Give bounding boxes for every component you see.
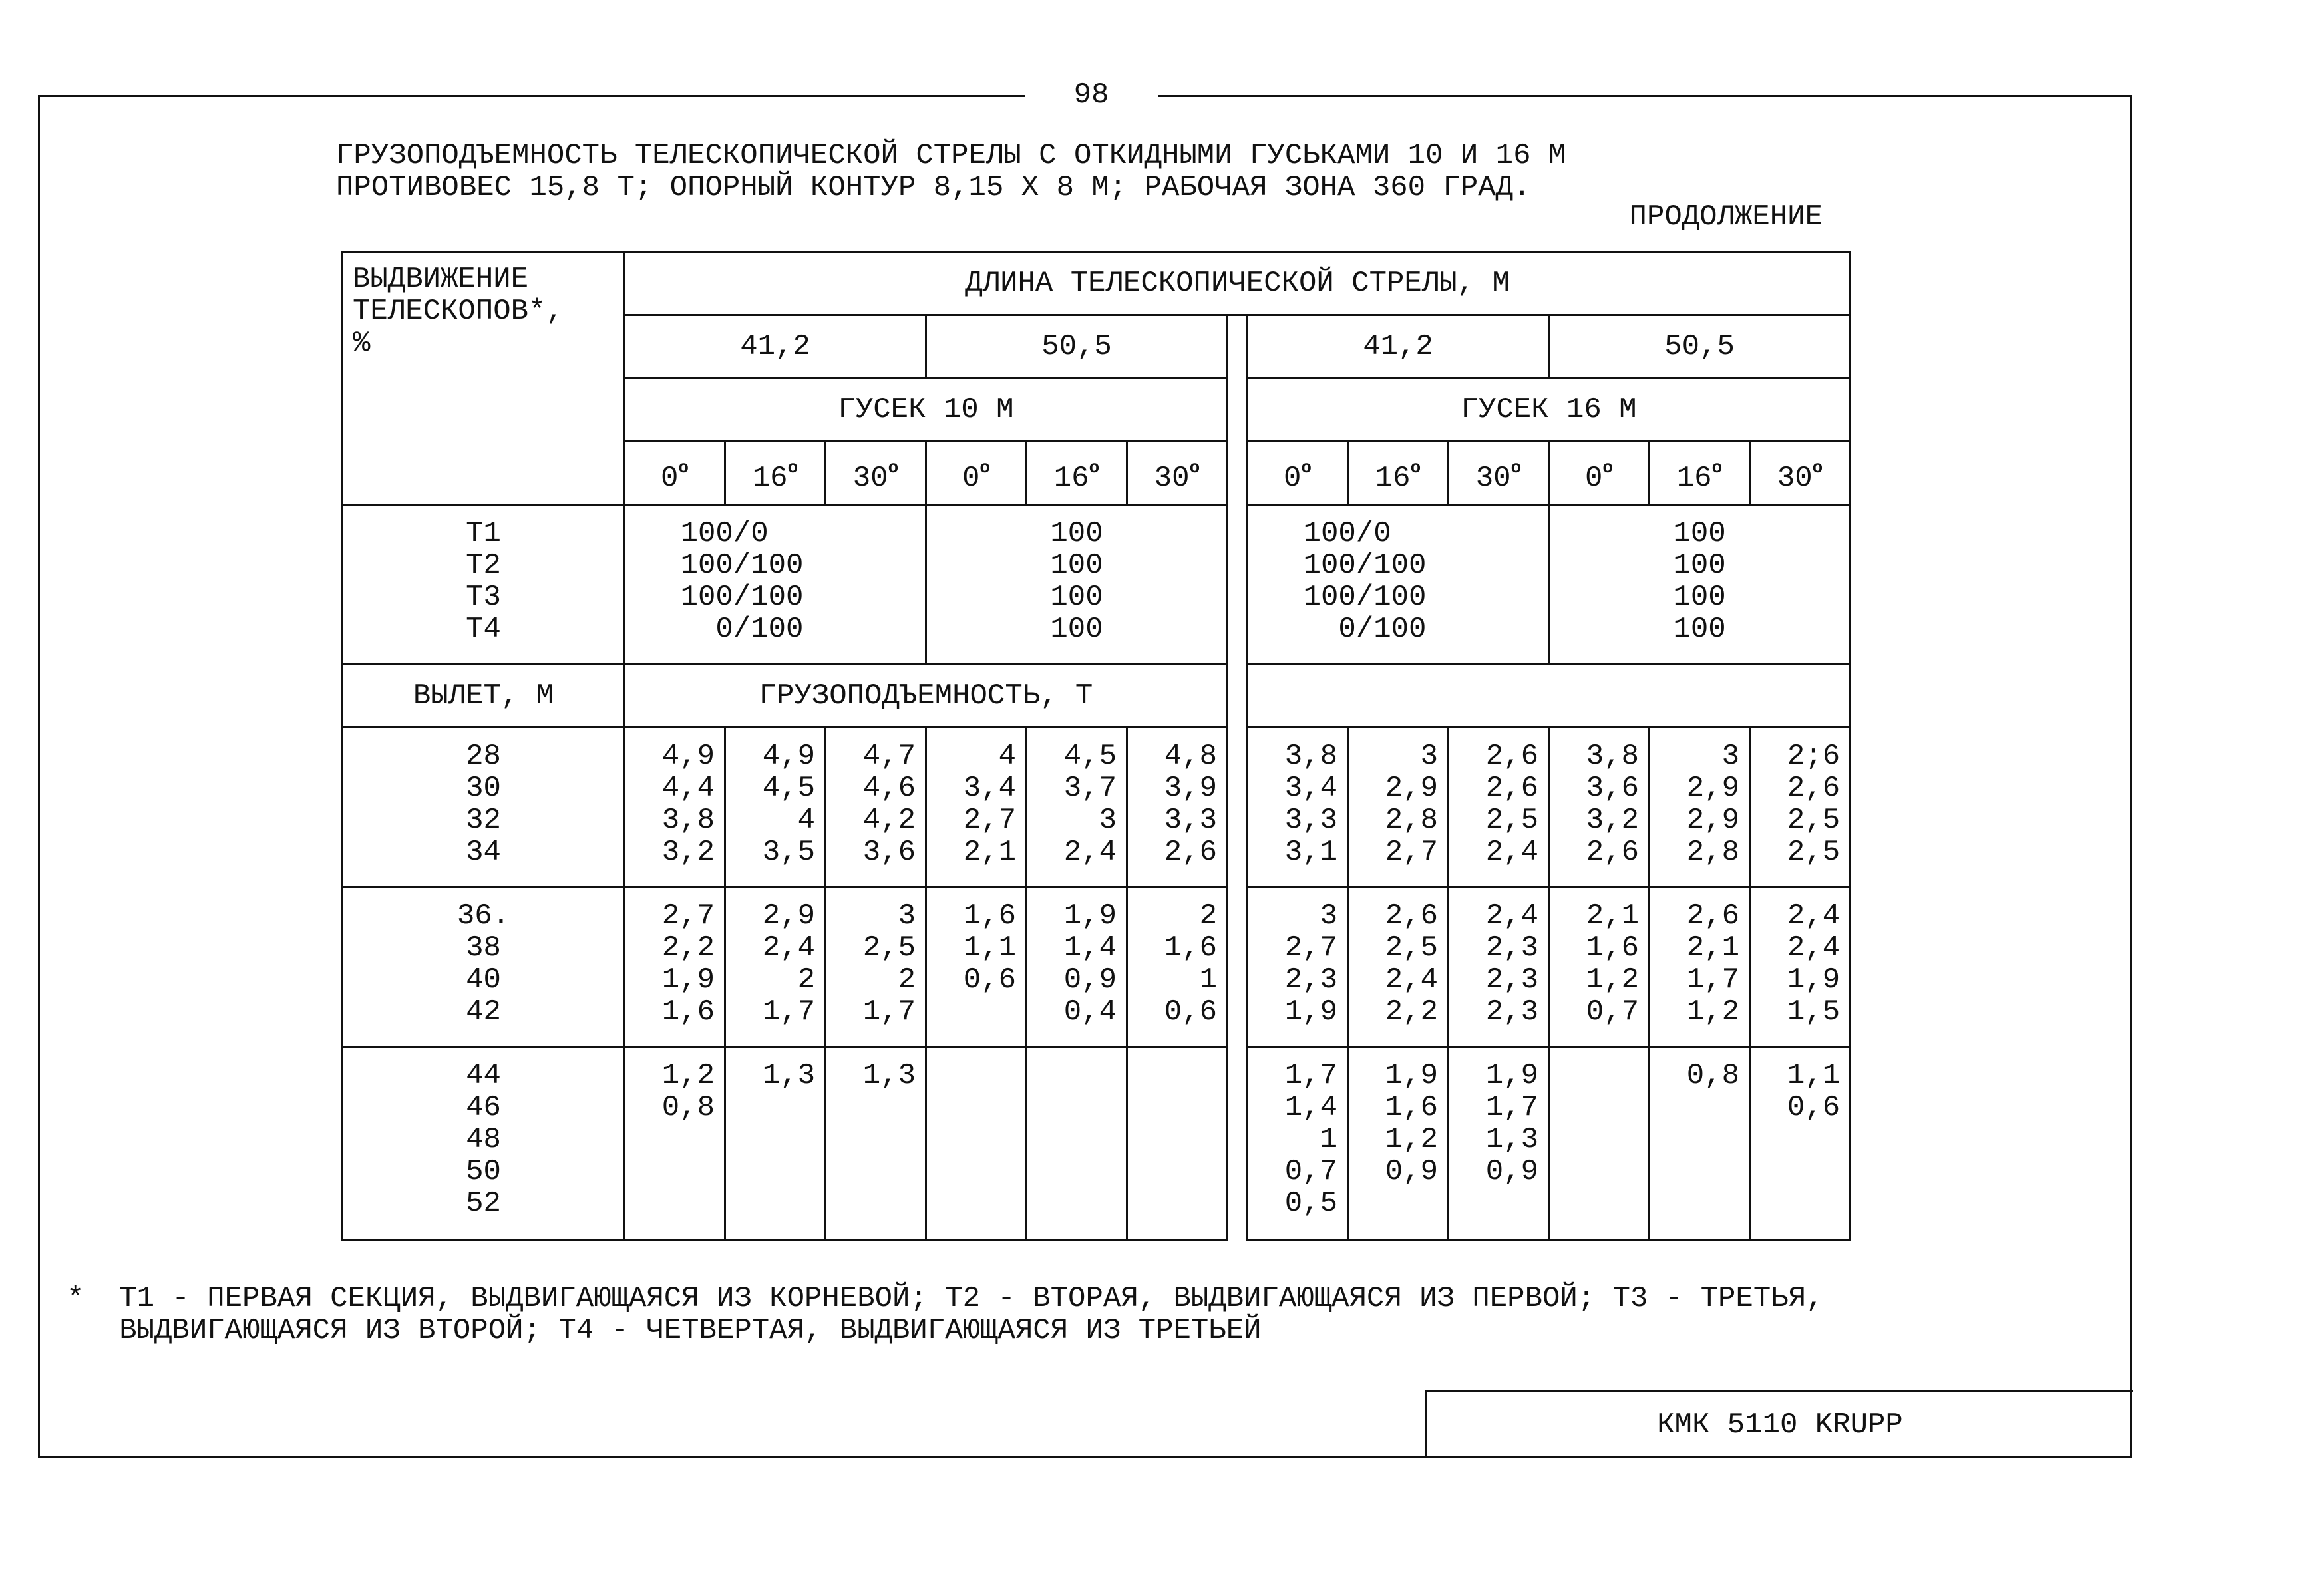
capacity-value: 0,9 [1485, 1155, 1538, 1188]
capacity-value: 2,5 [1787, 804, 1841, 837]
capacity-value: 3,1 [1284, 836, 1337, 869]
angle-header [625, 442, 725, 505]
capacity-cell [1348, 1047, 1449, 1240]
angle-header [1248, 442, 1348, 505]
capacity-value: 4,4 [661, 772, 715, 805]
capacity-value: 1,9 [661, 963, 715, 997]
capacity-cell [1127, 887, 1228, 1047]
capacity-value: 1,2 [1586, 963, 1639, 997]
extension-value: 100 [1673, 613, 1726, 646]
capacity-value: 1,7 [1485, 1091, 1538, 1124]
extension-value: 100 [1050, 517, 1103, 550]
capacity-value: 0,6 [1164, 995, 1217, 1029]
title-line-2: ПРОТИВОВЕС 15,8 Т; ОПОРНЫЙ КОНТУР 8,15 Х 8 М; РАБОЧАЯ ЗОНА 360 ГРАД. [336, 171, 1531, 204]
section-label: Т2 [466, 549, 501, 582]
capacity-cell [725, 1047, 826, 1240]
capacity-value: 2,6 [1686, 899, 1739, 933]
angle-header [1549, 442, 1650, 505]
capacity-value: 2,4 [1063, 836, 1117, 869]
angle-header [725, 442, 826, 505]
capacity-cell [926, 1047, 1027, 1240]
capacity-value: 2,3 [1284, 963, 1337, 997]
radius-value: 30 [466, 772, 501, 805]
capacity-value: 4,8 [1164, 740, 1217, 773]
degree-mark: о [888, 458, 899, 478]
extension-value: 100 [1673, 581, 1726, 614]
capacity-value: 3,2 [1586, 804, 1639, 837]
capacity-value: 4,9 [762, 740, 815, 773]
angle-header [1348, 442, 1449, 505]
capacity-value: 3 [1320, 899, 1337, 933]
section-label: Т4 [466, 613, 501, 646]
capacity-value: 2,6 [1385, 899, 1438, 933]
capacity-value: 3,2 [661, 836, 715, 869]
capacity-cell [926, 887, 1027, 1047]
capacity-value: 3 [1099, 804, 1117, 837]
capacity-cell [1027, 728, 1127, 887]
capacity-value: 0,6 [1787, 1091, 1841, 1124]
capacity-cell [1750, 887, 1851, 1047]
degree-mark: о [1189, 458, 1200, 478]
boom-length-a: 41,2 [625, 315, 926, 379]
capacity-value: 2,6 [1485, 772, 1538, 805]
capacity-cell [826, 887, 926, 1047]
capacity-cell [926, 728, 1027, 887]
capacity-value: 4 [998, 740, 1016, 773]
capacity-value: 2,7 [963, 804, 1016, 837]
section-label: Т1 [466, 517, 501, 550]
capacity-value: 2,6 [1164, 836, 1217, 869]
table-row [343, 728, 1851, 887]
capacity-value: 0,6 [963, 963, 1016, 997]
capacity-value: 1,9 [1485, 1059, 1538, 1092]
capacity-cell [1650, 728, 1750, 887]
radius-cell [343, 728, 625, 887]
degree-mark: о [979, 458, 990, 478]
capacity-value: 0,9 [1063, 963, 1117, 997]
capacity-value: 2,7 [1385, 836, 1438, 869]
capacity-cell [1549, 887, 1650, 1047]
extension-value: 100/100 [680, 549, 804, 582]
extension-header-2: ТЕЛЕСКОПОВ*, [353, 295, 564, 328]
capacity-value: 0,9 [1385, 1155, 1438, 1188]
extension-values-b [926, 505, 1228, 665]
capacity-value: 1,6 [661, 995, 715, 1029]
capacity-value: 1,3 [862, 1059, 916, 1092]
capacity-value: 3,9 [1164, 772, 1217, 805]
capacity-cell [1248, 1047, 1348, 1240]
capacity-cell [1750, 728, 1851, 887]
capacity-table [341, 251, 1851, 1241]
extension-values-c [1248, 505, 1549, 665]
jib-10-header: ГУСЕК 10 М [625, 379, 1228, 442]
angle-header [826, 442, 926, 505]
capacity-value: 2,6 [1485, 740, 1538, 773]
capacity-value: 1,3 [762, 1059, 815, 1092]
table-row [343, 887, 1851, 1047]
boom-length-c: 41,2 [1248, 315, 1549, 379]
angle-value: 0 [1283, 462, 1302, 495]
radius-header: ВЫЛЕТ, М [343, 665, 625, 728]
capacity-value: 1,7 [862, 995, 916, 1029]
extension-values-a [625, 505, 926, 665]
radius-cell [343, 1047, 625, 1240]
radius-value: 52 [466, 1187, 501, 1220]
capacity-cell [1650, 1047, 1750, 1240]
boom-length-b: 50,5 [926, 315, 1228, 379]
capacity-value: 2,4 [1485, 836, 1538, 869]
capacity-value: 2,2 [1385, 995, 1438, 1029]
capacity-cell [1750, 1047, 1851, 1240]
angle-value: 0 [660, 462, 679, 495]
capacity-value: 2,4 [1385, 963, 1438, 997]
capacity-value: 1,2 [661, 1059, 715, 1092]
capacity-value: 3,8 [1586, 740, 1639, 773]
degree-mark: о [678, 458, 689, 478]
capacity-cell [1027, 1047, 1127, 1240]
capacity-cell [1027, 887, 1127, 1047]
capacity-cell [625, 728, 725, 887]
capacity-value: 4,5 [1063, 740, 1117, 773]
capacity-value: 2,6 [1787, 772, 1841, 805]
capacity-value: 2 [898, 963, 916, 997]
extension-value: 100/0 [680, 517, 769, 550]
angle-header [1027, 442, 1127, 505]
capacity-value: 2,5 [1385, 931, 1438, 965]
angle-value: 30 [1777, 462, 1813, 495]
angle-header [1449, 442, 1549, 505]
angle-value: 16 [752, 462, 788, 495]
radius-cell [343, 887, 625, 1047]
extension-value: 100/100 [680, 581, 804, 614]
continuation-label: ПРОДОЛЖЕНИЕ [1629, 200, 1823, 234]
extension-value: 100/100 [1303, 581, 1427, 614]
capacity-header-left: ГРУЗОПОДЪЕМНОСТЬ, Т [625, 665, 1228, 728]
footnote-mark: * [67, 1282, 85, 1315]
capacity-value: 3,4 [963, 772, 1016, 805]
capacity-value: 4,6 [862, 772, 916, 805]
capacity-value: 2,7 [1284, 931, 1337, 965]
capacity-value: 2,9 [762, 899, 815, 933]
capacity-value: 1,4 [1063, 931, 1117, 965]
capacity-value: 2,9 [1385, 772, 1438, 805]
angle-header [1650, 442, 1750, 505]
capacity-cell [1127, 728, 1228, 887]
capacity-value: 3,3 [1284, 804, 1337, 837]
radius-value: 28 [466, 740, 501, 773]
capacity-cell [1348, 728, 1449, 887]
extension-values-d [1549, 505, 1851, 665]
degree-mark: о [787, 458, 798, 478]
capacity-value: 1,3 [1485, 1123, 1538, 1156]
capacity-cell [826, 728, 926, 887]
capacity-value: 3,6 [1586, 772, 1639, 805]
capacity-cell [1449, 1047, 1549, 1240]
capacity-value: 1,6 [1586, 931, 1639, 965]
extension-value: 100 [1673, 517, 1726, 550]
jib-16-header: ГУСЕК 16 М [1248, 379, 1851, 442]
extension-value: 100 [1050, 581, 1103, 614]
capacity-value: 4 [797, 804, 815, 837]
angle-header [1750, 442, 1851, 505]
table-row [343, 1047, 1851, 1240]
boom-length-d: 50,5 [1549, 315, 1851, 379]
angle-value: 16 [1676, 462, 1712, 495]
capacity-value: 1,6 [963, 899, 1016, 933]
capacity-value: 1,2 [1686, 995, 1739, 1029]
angle-value: 16 [1053, 462, 1089, 495]
capacity-value: 1,7 [762, 995, 815, 1029]
angle-value: 30 [852, 462, 888, 495]
angle-value: 30 [1475, 462, 1511, 495]
capacity-cell [1549, 1047, 1650, 1240]
capacity-value: 3,4 [1284, 772, 1337, 805]
capacity-value: 2,9 [1686, 772, 1739, 805]
degree-mark: о [1301, 458, 1312, 478]
capacity-value: 1,5 [1787, 995, 1841, 1029]
capacity-value: 3 [898, 899, 916, 933]
radius-value: 32 [466, 804, 501, 837]
capacity-value: 3,6 [862, 836, 916, 869]
capacity-value: 1,6 [1385, 1091, 1438, 1124]
capacity-value: 2 [1199, 899, 1217, 933]
capacity-value: 2,7 [661, 899, 715, 933]
radius-value: 50 [466, 1155, 501, 1188]
extension-value: 100/100 [1303, 549, 1427, 582]
title-line-1: ГРУЗОПОДЪЕМНОСТЬ ТЕЛЕСКОПИЧЕСКОЙ СТРЕЛЫ С ОТКИДНЫМИ ГУСЬКАМИ 10 И 16 М [336, 139, 1566, 172]
radius-value: 38 [466, 931, 501, 965]
angle-header [926, 442, 1027, 505]
capacity-cell [625, 1047, 725, 1240]
extension-value: 100 [1673, 549, 1726, 582]
radius-value: 44 [466, 1059, 501, 1092]
capacity-cell [1248, 887, 1348, 1047]
extension-header-3: % [353, 327, 371, 360]
capacity-value: 2,8 [1686, 836, 1739, 869]
degree-mark: о [1602, 458, 1613, 478]
capacity-value: 1,7 [1686, 963, 1739, 997]
capacity-cell [1127, 1047, 1228, 1240]
capacity-cell [1449, 728, 1549, 887]
capacity-value: 2,4 [762, 931, 815, 965]
extension-value: 100 [1050, 549, 1103, 582]
capacity-value: 3 [1420, 740, 1438, 773]
capacity-value: 2,8 [1385, 804, 1438, 837]
footnote-line-1: Т1 - ПЕРВАЯ СЕКЦИЯ, ВЫДВИГАЮЩАЯСЯ ИЗ КОРНЕВОЙ; Т2 - ВТОРАЯ, ВЫДВИГАЮЩАЯСЯ ИЗ ПЕРВОЙ; Т3 - ТРЕТЬЯ, [119, 1282, 1824, 1315]
radius-value: 42 [466, 995, 501, 1029]
capacity-value: 2,6 [1586, 836, 1639, 869]
capacity-value: 2,5 [1787, 836, 1841, 869]
radius-value: 48 [466, 1123, 501, 1156]
section-label: Т3 [466, 581, 501, 614]
capacity-cell [1449, 887, 1549, 1047]
capacity-value: 1,4 [1284, 1091, 1337, 1124]
capacity-value: 0,7 [1284, 1155, 1337, 1188]
footnote [67, 1283, 1823, 1347]
angle-header [1127, 442, 1228, 505]
capacity-value: 2,3 [1485, 931, 1538, 965]
capacity-value: 2 [797, 963, 815, 997]
capacity-value: 2,4 [1485, 899, 1538, 933]
page-number: 98 [1025, 73, 1158, 117]
capacity-cell [1248, 728, 1348, 887]
capacity-value: 2,4 [1787, 899, 1841, 933]
capacity-value: 0,8 [661, 1091, 715, 1124]
capacity-value: 3,5 [762, 836, 815, 869]
footnote-line-2: ВЫДВИГАЮЩАЯСЯ ИЗ ВТОРОЙ; Т4 - ЧЕТВЕРТАЯ, ВЫДВИГАЮЩАЯСЯ ИЗ ТРЕТЬЕЙ [119, 1314, 1262, 1347]
extension-header-1: ВЫДВИЖЕНИЕ [353, 263, 529, 296]
capacity-value: 2,1 [963, 836, 1016, 869]
capacity-value: 1,7 [1284, 1059, 1337, 1092]
capacity-value: 2,2 [661, 931, 715, 965]
boom-length-header: ДЛИНА ТЕЛЕСКОПИЧЕСКОЙ СТРЕЛЫ, М [625, 252, 1851, 315]
capacity-value: 0,5 [1284, 1187, 1337, 1220]
capacity-value: 1,9 [1284, 995, 1337, 1029]
angle-value: 0 [962, 462, 980, 495]
capacity-value: 1,1 [963, 931, 1016, 965]
capacity-value: 0,4 [1063, 995, 1117, 1029]
capacity-value: 1,1 [1787, 1059, 1841, 1092]
capacity-value: 1,9 [1385, 1059, 1438, 1092]
angle-value: 30 [1154, 462, 1190, 495]
extension-value: 100/0 [1303, 517, 1391, 550]
capacity-value: 4,9 [661, 740, 715, 773]
column-divider [1228, 315, 1248, 1240]
capacity-cell [1650, 887, 1750, 1047]
capacity-value: 3 [1721, 740, 1739, 773]
capacity-value: 4,7 [862, 740, 916, 773]
capacity-value: 1,2 [1385, 1123, 1438, 1156]
capacity-value: 3,3 [1164, 804, 1217, 837]
sections-cell [343, 505, 625, 665]
extension-value: 0/100 [680, 613, 804, 646]
capacity-value: 3,7 [1063, 772, 1117, 805]
capacity-value: 1 [1199, 963, 1217, 997]
capacity-value: 2,3 [1485, 963, 1538, 997]
capacity-value: 4,2 [862, 804, 916, 837]
capacity-cell [1348, 887, 1449, 1047]
angle-value: 0 [1584, 462, 1603, 495]
radius-value: 40 [466, 963, 501, 997]
capacity-cell [725, 728, 826, 887]
capacity-header-right [1248, 665, 1851, 728]
capacity-value: 2,9 [1686, 804, 1739, 837]
capacity-value: 4,5 [762, 772, 815, 805]
capacity-value: 2,5 [862, 931, 916, 965]
degree-mark: о [1711, 458, 1723, 478]
title-block-stamp: КМК 5110 KRUPP [1425, 1390, 2133, 1458]
capacity-value: 1,6 [1164, 931, 1217, 965]
capacity-value: 1 [1320, 1123, 1337, 1156]
capacity-value: 2,3 [1485, 995, 1538, 1029]
capacity-value: 2;6 [1787, 740, 1841, 773]
capacity-value: 2,1 [1686, 931, 1739, 965]
capacity-value: 3,8 [661, 804, 715, 837]
capacity-value: 2,4 [1787, 931, 1841, 965]
degree-mark: о [1812, 458, 1823, 478]
capacity-cell [625, 887, 725, 1047]
capacity-cell [826, 1047, 926, 1240]
capacity-cell [1549, 728, 1650, 887]
capacity-cell [725, 887, 826, 1047]
degree-mark: о [1089, 458, 1100, 478]
capacity-value: 3,8 [1284, 740, 1337, 773]
capacity-value: 2,1 [1586, 899, 1639, 933]
degree-mark: о [1510, 458, 1522, 478]
sections-list [466, 518, 501, 645]
capacity-value: 2,5 [1485, 804, 1538, 837]
capacity-value: 0,8 [1686, 1059, 1739, 1092]
capacity-value: 1,9 [1063, 899, 1117, 933]
angle-value: 16 [1375, 462, 1411, 495]
radius-value: 34 [466, 836, 501, 869]
radius-value: 46 [466, 1091, 501, 1124]
extension-value: 0/100 [1303, 613, 1427, 646]
radius-value: 36. [456, 899, 510, 933]
extension-header-cell [343, 252, 625, 505]
capacity-value: 0,7 [1586, 995, 1639, 1029]
capacity-value: 1,9 [1787, 963, 1841, 997]
extension-value: 100 [1050, 613, 1103, 646]
degree-mark: о [1410, 458, 1421, 478]
